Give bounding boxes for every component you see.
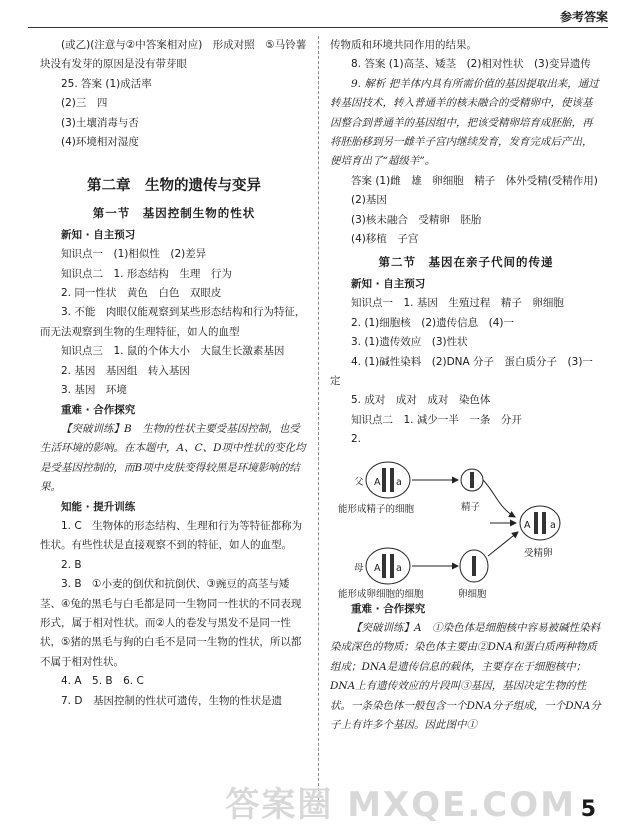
left-kp3: 知识点三 1. 鼠的个体大小 大鼠生长激素基因 <box>61 345 285 358</box>
right-a9: 9. 解析 把羊体内具有所需价值的基因提取出来，通过转基因技术，转入普通羊的核未融合的受精卵中，使该基因整合到普通羊的基因组中，把该受精卵培育成胚胎，再将胚胎移到另一雌羊子宫内继续发育，发育完成后产出，便培育出了“超级羊”。 <box>330 77 599 168</box>
father-gene-a: a <box>396 476 402 488</box>
father-gene-A: A <box>374 476 381 488</box>
left-kp3-2: 2. 基因 基因组 转入基因 <box>61 364 190 377</box>
zygote-chromosome-2 <box>542 512 546 534</box>
left-kp2-2: 2. 同一性状 黄色 白色 双眼皮 <box>61 287 222 300</box>
sperm-label: 精子 <box>461 501 481 513</box>
right-a9-2: (2)基因 <box>351 194 387 207</box>
left-xinzhi-heading: 新知 · 自主预习 <box>61 228 136 241</box>
mother-gene-a: a <box>396 562 402 574</box>
sperm-chromosome <box>470 472 474 488</box>
right-column <box>330 36 602 735</box>
right-xinzhi-heading: 新知 · 自主预习 <box>351 277 426 290</box>
section-2-title: 第二节 基因在亲子代间的传递 <box>378 255 554 270</box>
egg-chromosome <box>472 556 476 576</box>
left-tupo: 【突破训练】B 生物的性状主要受基因控制，也受生活环境的影响。在本题中，A、C、D项中性状的变化均是受基因控制的，而B项中皮肤变得较黑是环境影响的结果。 <box>40 422 306 494</box>
right-kp2: 知识点二 1. 减少一半 一条 分开 <box>351 413 522 426</box>
mother-cell <box>366 548 410 584</box>
left-kp1: 知识点一 (1)相似性 (2)差异 <box>61 248 207 261</box>
column-divider <box>318 36 319 806</box>
zygote-label: 受精卵 <box>524 547 553 559</box>
zygote-gene-A: A <box>524 519 531 531</box>
mother-chromosome-1 <box>382 554 386 578</box>
chromosome-diagram <box>330 452 602 598</box>
zygote-gene-a: a <box>550 519 556 531</box>
zygote-chromosome-1 <box>534 512 538 534</box>
watermark: 答案圈 MXQE.COM <box>225 785 576 825</box>
header-title: 参考答案 <box>559 10 608 24</box>
right-kp1-4: 4. (1)碱性染料 (2)DNA 分子 蛋白质分子 (3)一定 <box>330 355 593 387</box>
left-a7: 7. D 基因控制的性状可遗传，生物的性状是遗 <box>61 694 282 707</box>
left-kp3-3: 3. 基因 环境 <box>61 384 127 397</box>
left-column <box>40 36 308 711</box>
left-kp2: 知识点二 1. 形态结构 生理 行为 <box>61 267 232 280</box>
chapter-title: 第二章 生物的遗传与变异 <box>87 178 261 195</box>
sperm-tail <box>483 480 515 517</box>
right-kp1: 知识点一 1. 基因 生殖过程 精子 卵细胞 <box>351 297 564 310</box>
right-tupo: 【突破训练】A ①染色体是细胞核中容易被碱性染料染成深色的物质；染色体主要由②DNA和蛋白质两种物质组成；DNA是遗传信息的载体，主要存在于细胞核中；DNA上有遗传效应的片段叫③基因，基因决定生物的性状。一条染色体一般包含一个DNA分子组成，一个DNA分子上有许多个基因。因此图中① <box>330 621 601 731</box>
right-a9-answer: 答案 (1)雌 雄 卵细胞 精子 体外受精(受精作用) <box>351 174 598 187</box>
right-kp1-5: 5. 成对 成对 成对 染色体 <box>351 394 491 407</box>
father-label: 父 <box>354 476 364 488</box>
q25: 25. 答案 (1)成活率 <box>61 77 152 90</box>
right-kp1-3: 3. (1)遗传效应 (3)性状 <box>351 336 468 349</box>
right-nandian-heading: 重难 · 合作探究 <box>351 602 426 615</box>
left-a1: 1. C 生物体的形态结构、生理和行为等特征都称为性状。有些性状是直接观察不到的特征，如人的血型。 <box>40 519 303 552</box>
egg-cell-label: 能形成卵细胞的细胞 <box>338 588 424 600</box>
q25-3: (3)土壤消毒与否 <box>61 116 139 129</box>
sperm-cell-label: 能形成精子的细胞 <box>338 503 415 515</box>
right-a8: 8. 答案 (1)高茎、矮茎 (2)相对性状 (3)变异遗传 <box>351 58 591 71</box>
left-zhineng-heading: 知能 · 提升训练 <box>61 500 136 513</box>
right-cont: 传物质和环境共同作用的结果。 <box>330 39 477 51</box>
left-a4: 4. A 5. B 6. C <box>61 675 144 688</box>
egg-label: 卵细胞 <box>458 588 487 600</box>
left-nandian-heading: 重难 · 合作探究 <box>61 403 136 416</box>
right-kp1-2: 2. (1)细胞核 (2)遗传信息 (4)一 <box>351 316 514 329</box>
mother-chromosome-2 <box>390 554 394 578</box>
right-a9-4: (4)移植 子宫 <box>351 233 419 246</box>
chromosome-diagram-svg <box>330 452 602 598</box>
left-a3: 3. B ①小麦的倒伏和抗倒伏、③豌豆的高茎与矮茎、④兔的黑毛与白毛都是同一生物同一性状的不同表现形式，属于相对性状。而②人的卷发与黑发不是同一性状，⑤猪的黑毛与狗的白毛不是同一生物的性状，所以都不属于相对性状。 <box>40 578 302 668</box>
header-rule <box>28 27 608 28</box>
section-1-title: 第一节 基因控制生物的性状 <box>92 206 256 221</box>
q25-4: (4)环境相对湿度 <box>61 136 139 149</box>
left-a2: 2. B <box>61 558 82 571</box>
mother-label: 母 <box>354 562 364 574</box>
father-cell <box>366 462 410 498</box>
left-cont1: (或乙)(注意与②中答案相对应) 形成对照 ⑤马铃薯块没有发芽的原因是没有带芽眼 <box>40 39 307 71</box>
father-chromosome-2 <box>390 468 394 492</box>
left-kp2-3: 3. 不能 肉眼仅能观察到某些形态结构和行为特征，而无法观察到生物的生理特征，如人的血型 <box>40 306 306 338</box>
right-a9-3: (3)核未融合 受精卵 胚胎 <box>351 213 482 226</box>
mother-gene-A: A <box>374 562 381 574</box>
father-chromosome-1 <box>382 468 386 492</box>
q25-2: (2)三 四 <box>61 97 108 110</box>
page-number: 5 <box>580 797 596 822</box>
right-kp2-2: 2. <box>351 433 362 446</box>
